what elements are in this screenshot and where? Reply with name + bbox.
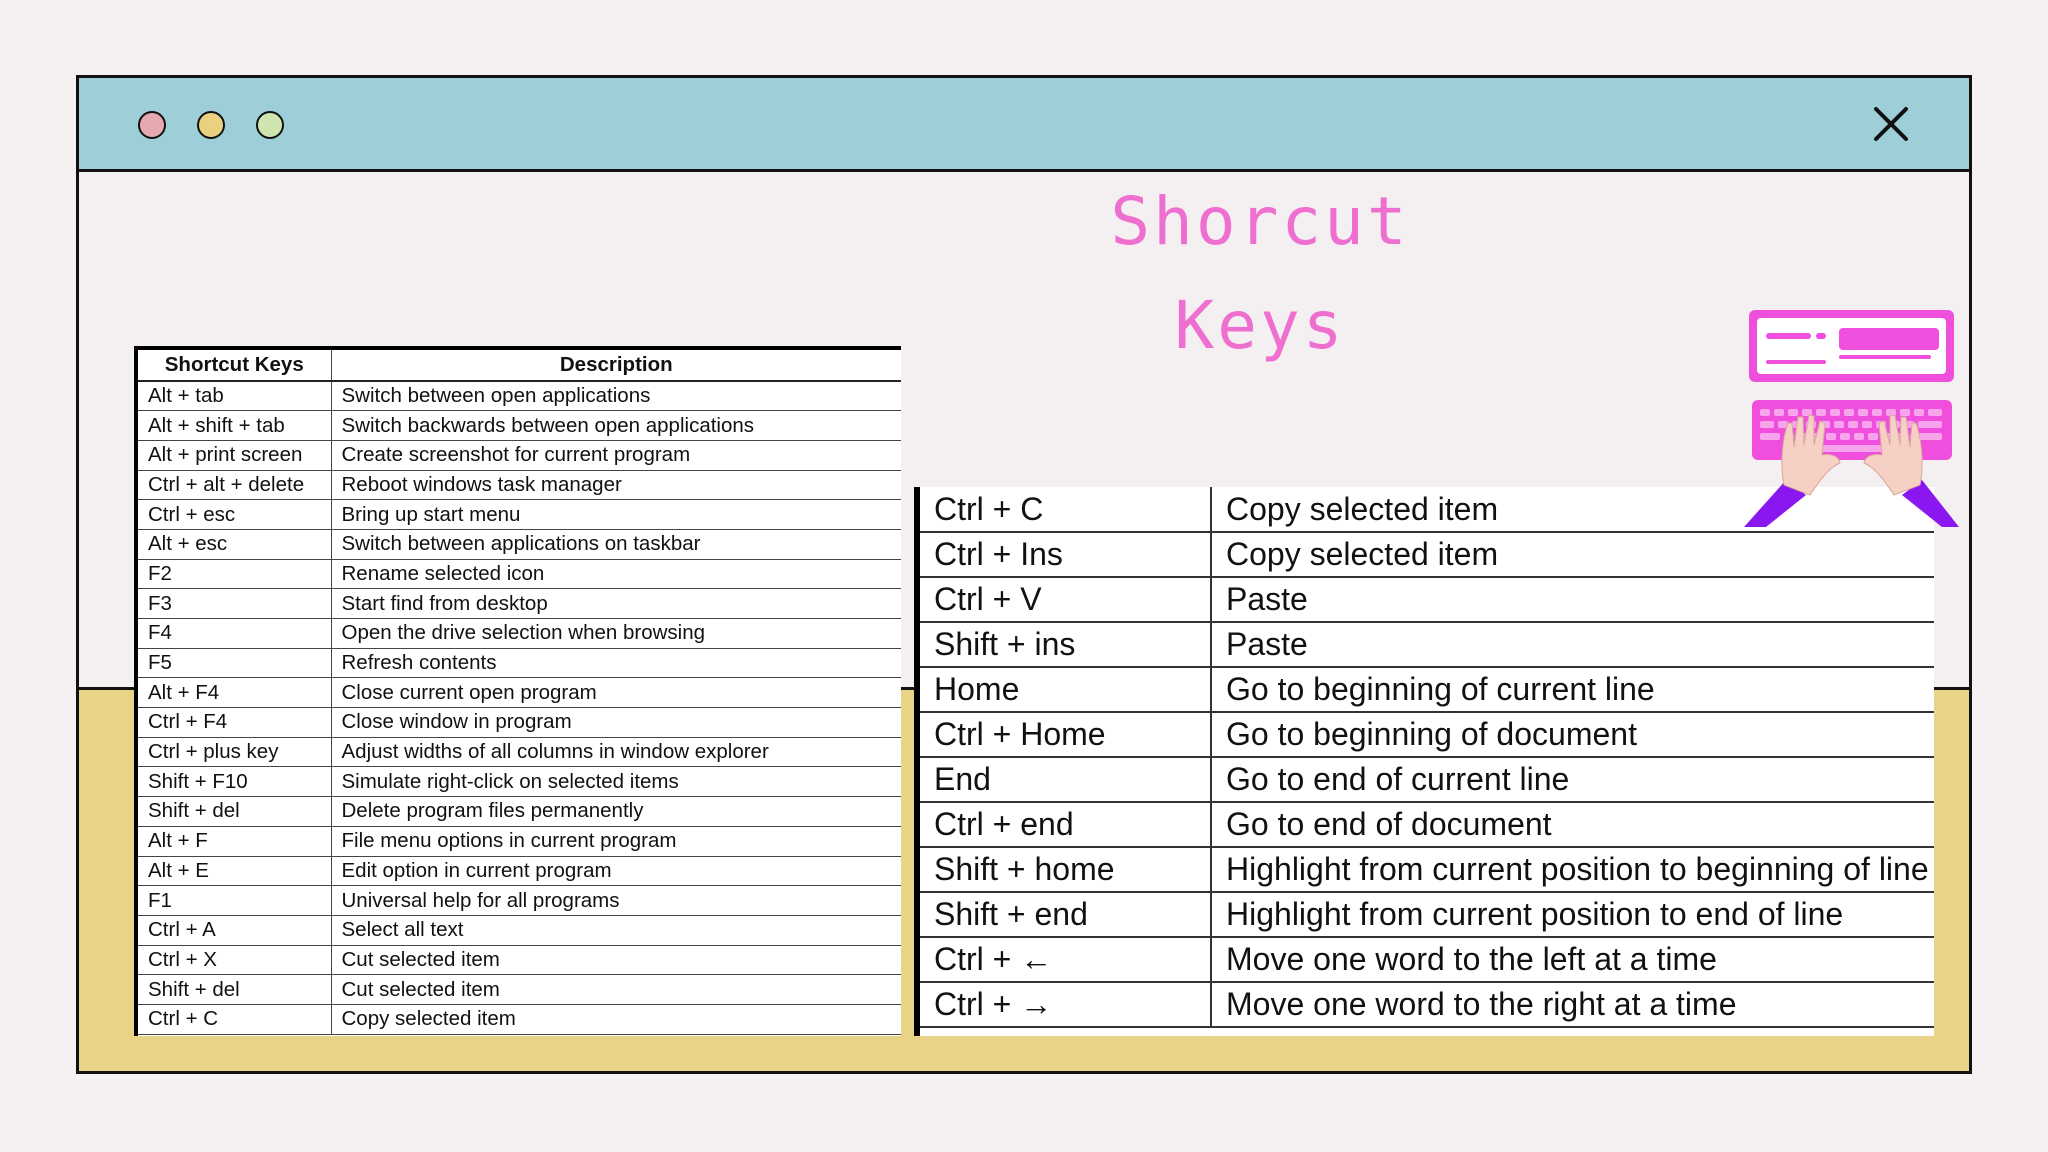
table-row <box>138 915 901 945</box>
description-cell: Switch backwards between open applications <box>331 411 901 441</box>
description-cell: Delete program files permanently <box>331 797 901 827</box>
table-row <box>138 708 901 738</box>
shortcut-key-cell: Ctrl + ← <box>920 937 1211 982</box>
title-bar <box>79 78 1969 172</box>
shortcut-key-cell: F4 <box>138 619 331 649</box>
shortcut-key-cell: Shift + F10 <box>138 767 331 797</box>
table-row <box>138 648 901 678</box>
description-cell: Copy selected item <box>331 1004 901 1034</box>
shortcut-key-cell: Ctrl + X <box>138 945 331 975</box>
description-cell: Universal help for all programs <box>331 886 901 916</box>
minimize-dot-button[interactable] <box>197 111 225 139</box>
shortcut-key-cell: Shift + home <box>920 847 1211 892</box>
shortcut-key-cell: Ctrl + alt + delete <box>138 470 331 500</box>
description-cell: Cut selected item <box>331 975 901 1005</box>
table-row <box>138 945 901 975</box>
table-row <box>920 622 1934 667</box>
right-table-body <box>920 487 1934 1027</box>
table-row <box>920 667 1934 712</box>
table-row <box>920 982 1934 1027</box>
title-line-2: Keys <box>1174 287 1346 364</box>
shortcut-key-cell: Ctrl + V <box>920 577 1211 622</box>
description-cell: Highlight from current position to end of line <box>1211 892 1934 937</box>
title-line-1: Shorcut <box>1110 183 1410 260</box>
description-cell: Copy selected item <box>1211 487 1934 532</box>
shortcut-key-cell: F5 <box>138 648 331 678</box>
description-cell: Paste <box>1211 622 1934 667</box>
table-row <box>138 500 901 530</box>
description-cell: Rename selected icon <box>331 559 901 589</box>
shortcut-key-cell: Ctrl + A <box>138 915 331 945</box>
description-cell: Simulate right-click on selected items <box>331 767 901 797</box>
computer-keyboard-hands-icon <box>1744 305 1959 530</box>
table-row <box>138 589 901 619</box>
shortcut-key-cell: Ctrl + → <box>920 982 1211 1027</box>
shortcut-key-cell: Alt + shift + tab <box>138 411 331 441</box>
table-row <box>138 856 901 886</box>
shortcut-key-cell: Shift + end <box>920 892 1211 937</box>
shortcut-key-cell: Ctrl + C <box>920 487 1211 532</box>
description-cell: Go to end of document <box>1211 802 1934 847</box>
description-cell: Go to beginning of document <box>1211 712 1934 757</box>
table-row <box>138 767 901 797</box>
description-cell: Bring up start menu <box>331 500 901 530</box>
description-cell: Edit option in current program <box>331 856 901 886</box>
description-cell: Highlight from current position to beginning of line <box>1211 847 1934 892</box>
description-cell: Switch between applications on taskbar <box>331 529 901 559</box>
description-cell: Refresh contents <box>331 648 901 678</box>
shortcut-key-cell: Ctrl + Home <box>920 712 1211 757</box>
shortcut-key-cell: Ctrl + Ins <box>920 532 1211 577</box>
shortcut-key-cell: Ctrl + esc <box>138 500 331 530</box>
table-row <box>138 619 901 649</box>
table-row <box>138 529 901 559</box>
shortcut-key-cell: F3 <box>138 589 331 619</box>
column-header-keys: Shortcut Keys <box>138 350 331 381</box>
close-icon <box>1872 105 1910 143</box>
maximize-dot-button[interactable] <box>256 111 284 139</box>
table-row <box>920 577 1934 622</box>
table-row <box>138 737 901 767</box>
shortcut-key-cell: Alt + print screen <box>138 440 331 470</box>
description-cell: Select all text <box>331 915 901 945</box>
table-row <box>138 886 901 916</box>
shortcut-key-cell: Shift + del <box>138 797 331 827</box>
close-dot-button[interactable] <box>138 111 166 139</box>
description-cell: Go to end of current line <box>1211 757 1934 802</box>
table-row <box>138 440 901 470</box>
shortcut-key-cell: Alt + esc <box>138 529 331 559</box>
description-cell: Switch between open applications <box>331 381 901 411</box>
description-cell: Close current open program <box>331 678 901 708</box>
shortcut-key-cell: Alt + E <box>138 856 331 886</box>
description-cell: Move one word to the right at a time <box>1211 982 1934 1027</box>
table-row <box>920 532 1934 577</box>
shortcut-table-left <box>134 346 901 1036</box>
shortcut-key-cell: Alt + F <box>138 826 331 856</box>
table-header-row <box>138 350 901 381</box>
description-cell: Go to beginning of current line <box>1211 667 1934 712</box>
table-row <box>138 826 901 856</box>
shortcut-key-cell: Shift + del <box>138 975 331 1005</box>
shortcut-key-cell: Ctrl + F4 <box>138 708 331 738</box>
shortcut-key-cell: Alt + F4 <box>138 678 331 708</box>
column-header-description: Description <box>331 350 901 381</box>
table-row <box>138 678 901 708</box>
description-cell: Close window in program <box>331 708 901 738</box>
description-cell: Cut selected item <box>331 945 901 975</box>
shortcut-key-cell: Shift + ins <box>920 622 1211 667</box>
table-row <box>138 381 901 411</box>
description-cell: Adjust widths of all columns in window explorer <box>331 737 901 767</box>
shortcut-key-cell: Home <box>920 667 1211 712</box>
shortcut-table-right <box>914 487 1934 1036</box>
page-title <box>980 170 1540 378</box>
description-cell: Copy selected item <box>1211 532 1934 577</box>
table-row <box>920 712 1934 757</box>
shortcut-key-cell: Ctrl + end <box>920 802 1211 847</box>
table-row <box>920 757 1934 802</box>
description-cell: Start find from desktop <box>331 589 901 619</box>
shortcut-key-cell: F1 <box>138 886 331 916</box>
description-cell: Create screenshot for current program <box>331 440 901 470</box>
table-row <box>138 559 901 589</box>
table-row <box>920 892 1934 937</box>
table-row <box>138 797 901 827</box>
table-row <box>138 470 901 500</box>
left-table-body <box>138 381 901 1034</box>
close-button[interactable] <box>1872 105 1910 143</box>
description-cell: File menu options in current program <box>331 826 901 856</box>
description-cell: Paste <box>1211 577 1934 622</box>
table-row <box>138 411 901 441</box>
table-row <box>138 975 901 1005</box>
description-cell: Open the drive selection when browsing <box>331 619 901 649</box>
shortcut-key-cell: Alt + tab <box>138 381 331 411</box>
table-row <box>920 802 1934 847</box>
shortcut-key-cell: End <box>920 757 1211 802</box>
shortcut-key-cell: Ctrl + plus key <box>138 737 331 767</box>
shortcut-key-cell: Ctrl + C <box>138 1004 331 1034</box>
description-cell: Reboot windows task manager <box>331 470 901 500</box>
table-row <box>138 1004 901 1034</box>
table-row <box>920 847 1934 892</box>
table-row <box>920 937 1934 982</box>
shortcut-key-cell: F2 <box>138 559 331 589</box>
description-cell: Move one word to the left at a time <box>1211 937 1934 982</box>
